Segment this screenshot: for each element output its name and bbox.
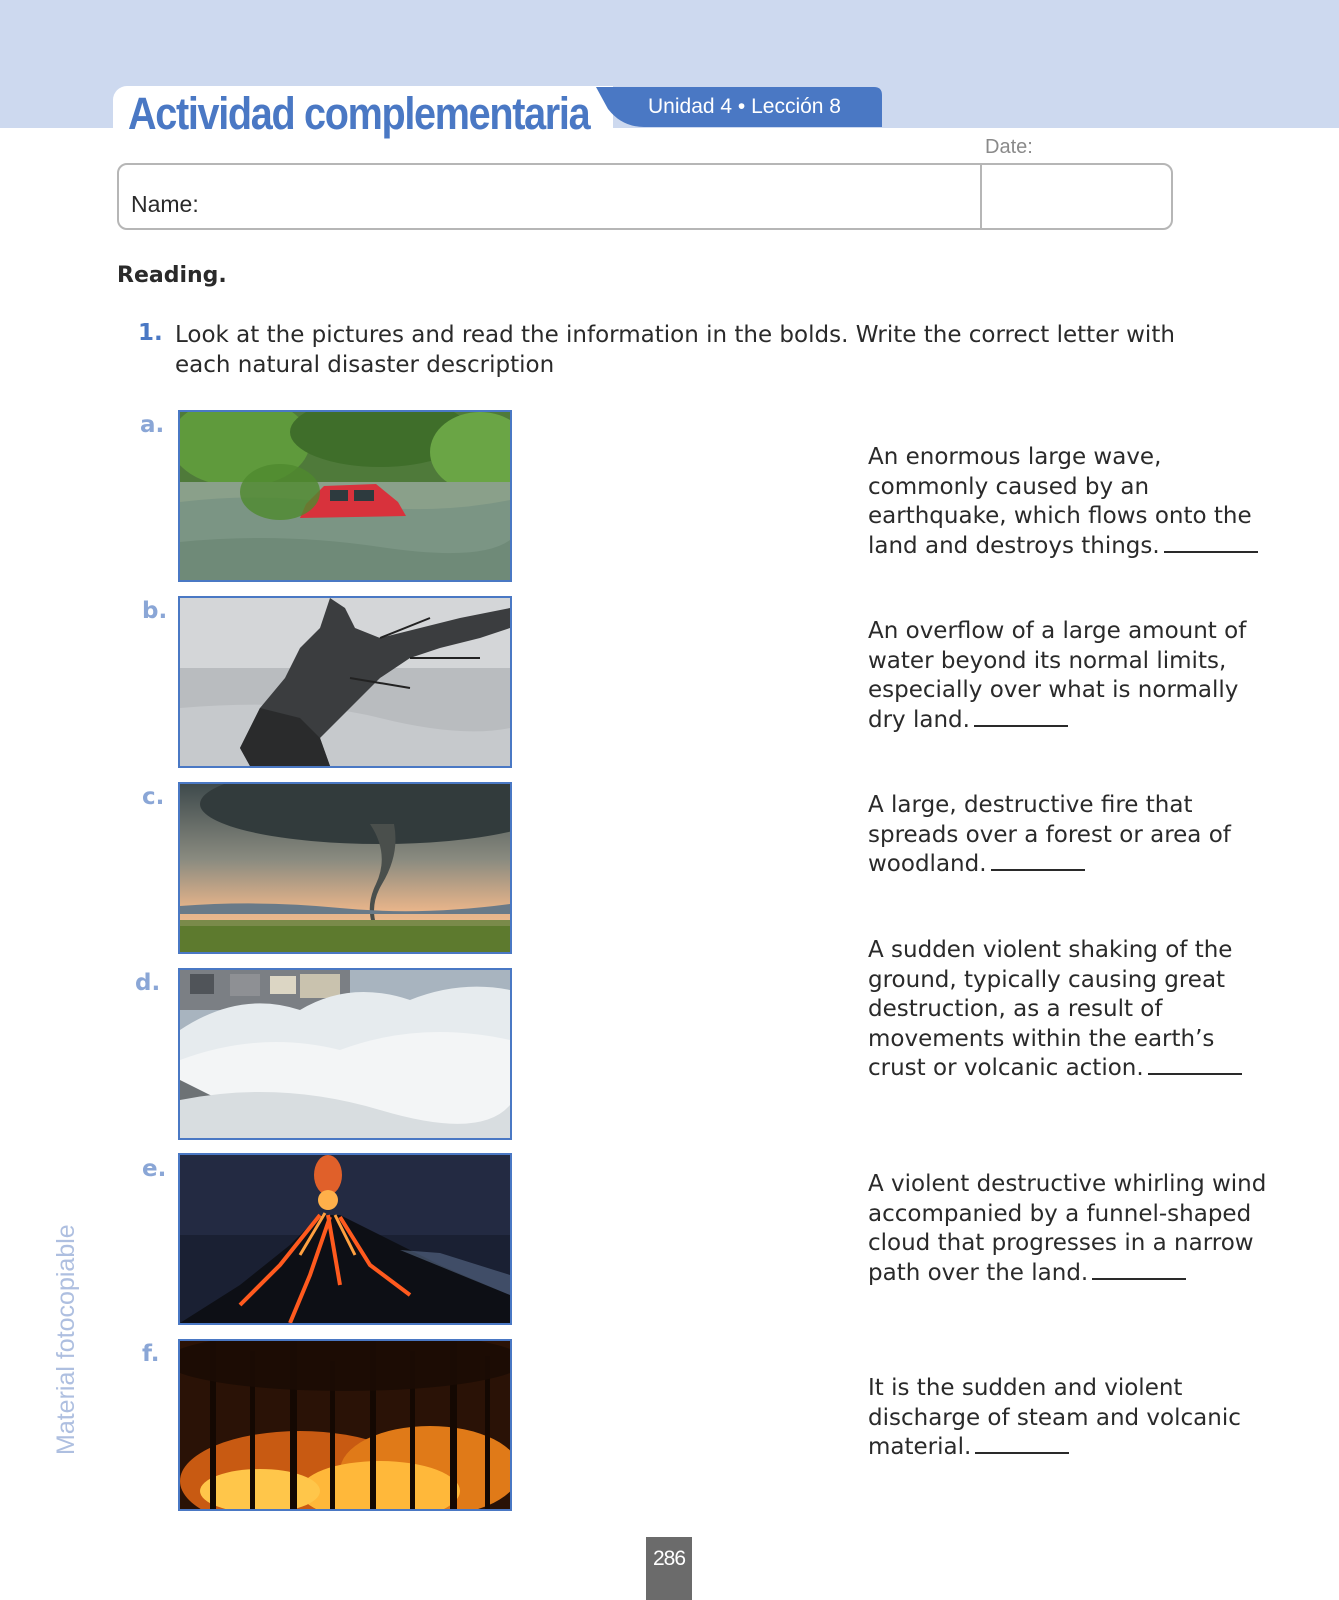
side-label: Material fotocopiable bbox=[52, 1224, 80, 1455]
description-6 bbox=[868, 1374, 1268, 1463]
answer-blank-6[interactable] bbox=[975, 1451, 1069, 1454]
answer-blank-4[interactable] bbox=[1148, 1072, 1242, 1075]
name-date-box bbox=[117, 163, 1173, 230]
description-4-text: A sudden violent shaking of the ground, typically causing great destruction, as a result of movements within the earth’s crust or volcanic action. bbox=[868, 937, 1233, 1082]
picture-letter-b: b. bbox=[142, 598, 168, 624]
description-1 bbox=[868, 443, 1268, 561]
description-1-text: An enormous large wave, commonly caused by an earthquake, which flows onto the land and destroys things. bbox=[868, 444, 1252, 559]
answer-blank-5[interactable] bbox=[1092, 1277, 1186, 1280]
tsunami-photo bbox=[178, 968, 512, 1140]
question-number: 1. bbox=[138, 320, 163, 346]
page-number: 286 bbox=[652, 1547, 686, 1570]
name-label: Name: bbox=[131, 191, 199, 217]
description-5 bbox=[868, 1170, 1268, 1288]
section-heading: Reading. bbox=[117, 263, 227, 288]
page-title: Actividad complementaria bbox=[128, 88, 590, 139]
forest-fire-photo bbox=[178, 1339, 512, 1511]
description-2-text: An overflow of a large amount of water beyond its normal limits, especially over what is normally dry land. bbox=[868, 618, 1247, 733]
description-4 bbox=[868, 936, 1268, 1084]
description-3 bbox=[868, 791, 1268, 880]
answer-blank-3[interactable] bbox=[991, 868, 1085, 871]
picture-letter-c: c. bbox=[142, 784, 165, 810]
picture-letter-e: e. bbox=[142, 1156, 167, 1182]
volcano-photo bbox=[178, 1153, 512, 1325]
picture-letter-f: f. bbox=[142, 1341, 160, 1367]
date-label: Date: bbox=[985, 136, 1033, 158]
description-5-text: A violent destructive whirling wind accompanied by a funnel-shaped cloud that progresses in a narrow path over the land. bbox=[868, 1171, 1267, 1286]
page-number-box bbox=[646, 1537, 692, 1600]
unit-lesson-label: Unidad 4 • Lección 8 bbox=[648, 95, 841, 118]
tornado-photo bbox=[178, 782, 512, 954]
description-6-text: It is the sudden and violent discharge of steam and volcanic material. bbox=[868, 1375, 1241, 1461]
description-2 bbox=[868, 617, 1268, 735]
answer-blank-1[interactable] bbox=[1164, 550, 1258, 553]
flood-photo bbox=[178, 410, 512, 582]
name-date-divider bbox=[980, 165, 982, 228]
picture-letter-d: d. bbox=[135, 970, 161, 996]
description-3-text: A large, destructive fire that spreads over a forest or area of woodland. bbox=[868, 792, 1231, 878]
answer-blank-2[interactable] bbox=[974, 724, 1068, 727]
picture-letter-a: a. bbox=[140, 412, 165, 438]
question-instructions: Look at the pictures and read the information in the bolds. Write the correct letter with each natural disaster description bbox=[175, 322, 1175, 378]
earthquake-photo bbox=[178, 596, 512, 768]
unit-badge bbox=[596, 87, 882, 127]
